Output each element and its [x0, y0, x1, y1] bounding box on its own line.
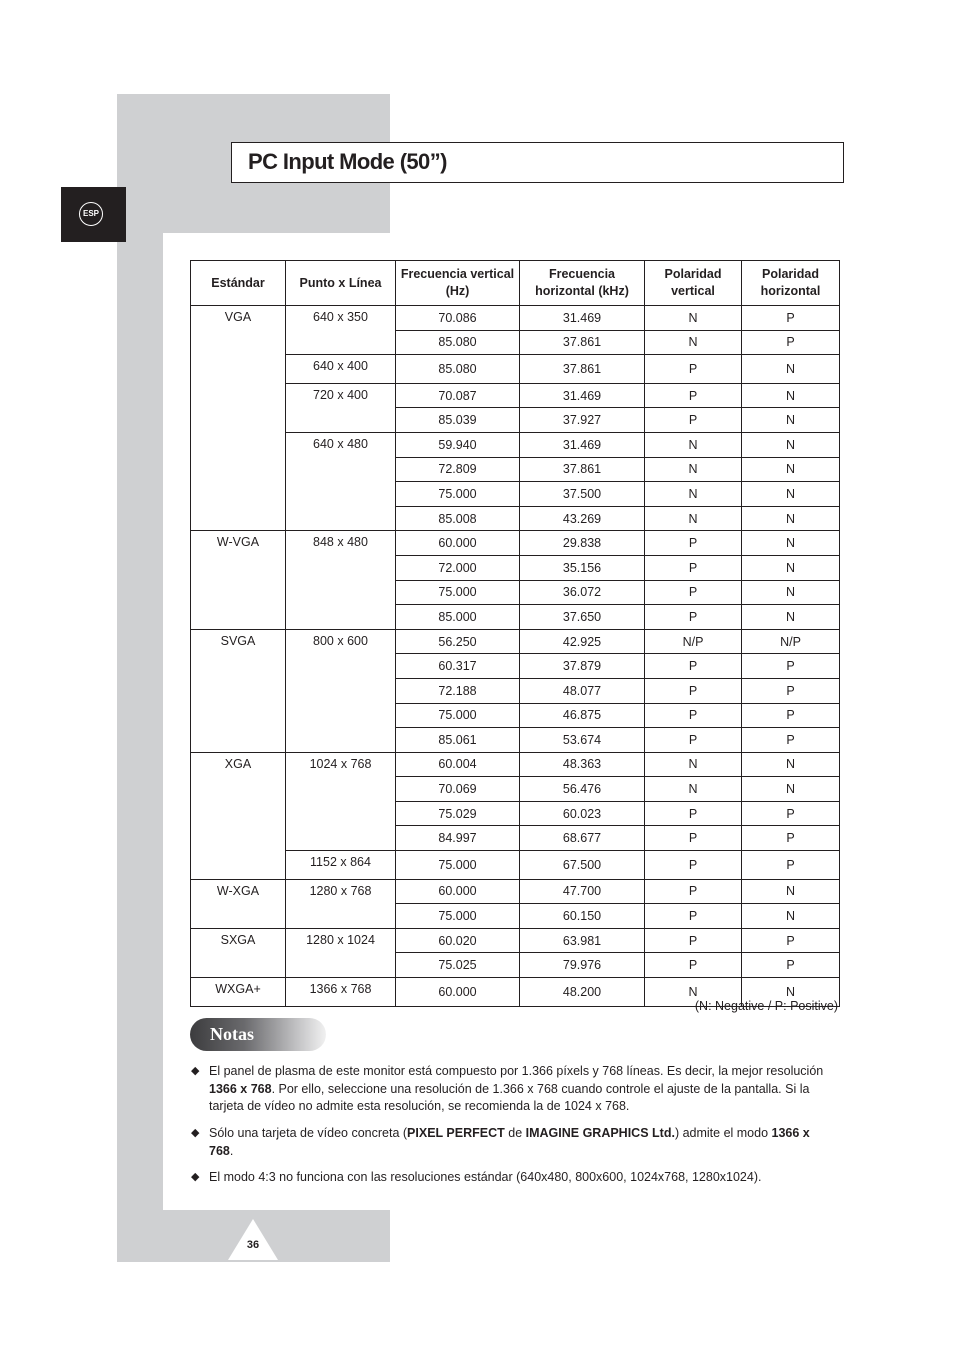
cell-horizontal-polarity: N: [742, 879, 840, 904]
cell-horizontal-frequency: 31.469: [520, 306, 645, 331]
cell-horizontal-polarity: N: [742, 580, 840, 605]
cell-horizontal-frequency: 31.469: [520, 383, 645, 408]
cell-vertical-frequency: 70.087: [396, 383, 520, 408]
cell-resolution: 1280 x 768: [286, 879, 396, 928]
decor-gray-strip-left: [117, 233, 163, 1210]
cell-resolution: 800 x 600: [286, 629, 396, 752]
cell-horizontal-frequency: 53.674: [520, 728, 645, 753]
table-row: [191, 383, 840, 408]
cell-vertical-polarity: P: [645, 904, 742, 929]
cell-vertical-polarity: P: [645, 678, 742, 703]
cell-vertical-frequency: 70.086: [396, 306, 520, 331]
cell-vertical-frequency: 60.000: [396, 879, 520, 904]
cell-vertical-polarity: N: [645, 978, 742, 1007]
cell-vertical-polarity: N: [645, 777, 742, 802]
table-row: [191, 355, 840, 384]
title-box: [231, 142, 844, 183]
note-text-segment: ) admite el modo: [674, 1126, 772, 1140]
pc-input-mode-table: [190, 260, 840, 1007]
cell-horizontal-frequency: 43.269: [520, 506, 645, 531]
header-horizontal-frequency: Frecuencia horizontal (kHz): [520, 261, 645, 306]
cell-vertical-frequency: 85.061: [396, 728, 520, 753]
cell-vertical-frequency: 85.080: [396, 355, 520, 384]
cell-resolution: 1366 x 768: [286, 978, 396, 1007]
header-resolution: Punto x Línea: [286, 261, 396, 306]
note-item-3: [191, 1169, 831, 1187]
cell-horizontal-frequency: 63.981: [520, 928, 645, 953]
cell-horizontal-frequency: 37.861: [520, 457, 645, 482]
cell-vertical-polarity: N: [645, 752, 742, 777]
table-row: [191, 879, 840, 904]
header-horizontal-polarity: Polaridad horizontal: [742, 261, 840, 306]
cell-vertical-polarity: N: [645, 457, 742, 482]
cell-horizontal-polarity: N: [742, 605, 840, 630]
cell-vertical-frequency: 75.025: [396, 953, 520, 978]
cell-horizontal-polarity: N: [742, 978, 840, 1007]
cell-horizontal-frequency: 47.700: [520, 879, 645, 904]
language-tab: [61, 187, 126, 242]
cell-vertical-frequency: 85.039: [396, 408, 520, 433]
cell-vertical-polarity: P: [645, 879, 742, 904]
cell-vertical-frequency: 84.997: [396, 826, 520, 851]
cell-vertical-polarity: P: [645, 355, 742, 384]
note-text-segment: . Por ello, seleccione una resolución de 1.366 x 768 cuando controle el ajuste de la pantalla. Si la tarjeta de vídeo no admite esta resolución, se recomienda la de 1024 x 768.: [209, 1081, 810, 1113]
table-row: [191, 432, 840, 457]
cell-horizontal-polarity: N: [742, 482, 840, 507]
cell-vertical-polarity: N: [645, 330, 742, 355]
cell-horizontal-polarity: N: [742, 777, 840, 802]
cell-vertical-polarity: P: [645, 408, 742, 433]
cell-horizontal-polarity: N: [742, 457, 840, 482]
cell-resolution: 1280 x 1024: [286, 928, 396, 977]
polarity-legend: (N: Negative / P: Positive): [694, 999, 838, 1013]
note-text-segment: El panel de plasma de este monitor está compuesto por 1.366 píxels y 768 líneas. Es decir, la mejor resolución: [209, 1064, 824, 1078]
cell-horizontal-frequency: 37.927: [520, 408, 645, 433]
cell-horizontal-polarity: N: [742, 555, 840, 580]
cell-vertical-frequency: 75.000: [396, 851, 520, 880]
cell-vertical-frequency: 59.940: [396, 432, 520, 457]
table-header-row: [191, 261, 840, 306]
cell-vertical-frequency: 75.029: [396, 801, 520, 826]
note-text-segment: Sólo una tarjeta de vídeo concreta (: [209, 1126, 408, 1140]
table-row: [191, 928, 840, 953]
notes-banner: [190, 1018, 326, 1051]
cell-vertical-polarity: P: [645, 826, 742, 851]
cell-horizontal-polarity: P: [742, 826, 840, 851]
cell-resolution: 848 x 480: [286, 531, 396, 629]
cell-vertical-frequency: 75.000: [396, 703, 520, 728]
cell-vertical-frequency: 70.069: [396, 777, 520, 802]
page-number: 36: [246, 1239, 260, 1251]
cell-horizontal-frequency: 60.150: [520, 904, 645, 929]
cell-horizontal-polarity: N: [742, 355, 840, 384]
cell-vertical-frequency: 75.000: [396, 580, 520, 605]
cell-vertical-polarity: P: [645, 555, 742, 580]
cell-vertical-polarity: P: [645, 531, 742, 556]
cell-vertical-polarity: N: [645, 432, 742, 457]
cell-vertical-polarity: P: [645, 851, 742, 880]
cell-horizontal-frequency: 46.875: [520, 703, 645, 728]
cell-vertical-polarity: P: [645, 580, 742, 605]
cell-horizontal-polarity: P: [742, 801, 840, 826]
cell-vertical-frequency: 75.000: [396, 904, 520, 929]
note-bold-text: 1366 x 768: [209, 1126, 810, 1158]
cell-resolution: 640 x 480: [286, 432, 396, 530]
cell-vertical-frequency: 72.000: [396, 555, 520, 580]
note-bold-text: 1366 x 768: [209, 1081, 272, 1096]
cell-vertical-polarity: P: [645, 383, 742, 408]
cell-horizontal-polarity: N/P: [742, 629, 840, 654]
cell-standard: SVGA: [191, 629, 286, 752]
cell-standard: W-XGA: [191, 879, 286, 928]
table-row: [191, 752, 840, 777]
cell-resolution: 1024 x 768: [286, 752, 396, 850]
cell-vertical-polarity: P: [645, 654, 742, 679]
cell-horizontal-frequency: 79.976: [520, 953, 645, 978]
cell-horizontal-polarity: N: [742, 383, 840, 408]
cell-vertical-frequency: 60.020: [396, 928, 520, 953]
language-badge: ESP: [79, 202, 103, 226]
header-vertical-polarity: Polaridad vertical: [645, 261, 742, 306]
cell-horizontal-polarity: N: [742, 531, 840, 556]
note-text-1: [209, 1063, 831, 1116]
cell-vertical-frequency: 85.008: [396, 506, 520, 531]
cell-vertical-polarity: P: [645, 953, 742, 978]
cell-horizontal-polarity: P: [742, 728, 840, 753]
cell-horizontal-polarity: P: [742, 851, 840, 880]
note-item-2: [191, 1125, 831, 1160]
cell-horizontal-polarity: N: [742, 506, 840, 531]
cell-standard: SXGA: [191, 928, 286, 977]
cell-vertical-frequency: 60.000: [396, 531, 520, 556]
cell-horizontal-polarity: P: [742, 654, 840, 679]
cell-horizontal-frequency: 60.023: [520, 801, 645, 826]
cell-vertical-polarity: P: [645, 728, 742, 753]
table-row: [191, 629, 840, 654]
cell-standard: VGA: [191, 306, 286, 531]
cell-horizontal-polarity: P: [742, 953, 840, 978]
cell-vertical-frequency: 60.317: [396, 654, 520, 679]
cell-horizontal-frequency: 37.650: [520, 605, 645, 630]
notes-heading: Notas: [210, 1024, 254, 1044]
cell-vertical-polarity: N: [645, 306, 742, 331]
header-standard: Estándar: [191, 261, 286, 306]
cell-horizontal-frequency: 48.200: [520, 978, 645, 1007]
cell-vertical-polarity: P: [645, 703, 742, 728]
header-vertical-frequency: Frecuencia vertical (Hz): [396, 261, 520, 306]
cell-resolution: 640 x 400: [286, 355, 396, 384]
cell-horizontal-polarity: P: [742, 703, 840, 728]
note-text-segment: El modo 4:3 no funciona con las resoluciones estándar (640x480, 800x600, 1024x768, 1280x1024).: [209, 1170, 762, 1184]
cell-horizontal-polarity: N: [742, 904, 840, 929]
bullet-diamond-icon: ◆: [191, 1171, 200, 1183]
cell-horizontal-frequency: 68.677: [520, 826, 645, 851]
table-row: [191, 306, 840, 331]
cell-horizontal-polarity: P: [742, 306, 840, 331]
cell-horizontal-frequency: 35.156: [520, 555, 645, 580]
note-text-segment: .: [229, 1143, 234, 1158]
cell-horizontal-frequency: 37.879: [520, 654, 645, 679]
cell-vertical-frequency: 85.000: [396, 605, 520, 630]
table-row: [191, 531, 840, 556]
note-bold-text: IMAGINE GRAPHICS Ltd.: [525, 1126, 675, 1140]
cell-resolution: 640 x 350: [286, 306, 396, 355]
cell-resolution: 1152 x 864: [286, 851, 396, 880]
note-text-2: [209, 1125, 831, 1160]
cell-horizontal-frequency: 37.861: [520, 330, 645, 355]
cell-vertical-polarity: P: [645, 801, 742, 826]
cell-standard: W-VGA: [191, 531, 286, 629]
page-title: PC Input Mode (50”): [248, 149, 447, 174]
cell-horizontal-frequency: 67.500: [520, 851, 645, 880]
cell-horizontal-polarity: P: [742, 330, 840, 355]
table-row: [191, 851, 840, 880]
cell-vertical-frequency: 72.188: [396, 678, 520, 703]
cell-horizontal-frequency: 36.072: [520, 580, 645, 605]
cell-vertical-frequency: 60.000: [396, 978, 520, 1007]
cell-horizontal-polarity: N: [742, 408, 840, 433]
table-body: [191, 306, 840, 1007]
bullet-diamond-icon: ◆: [191, 1127, 200, 1139]
note-text-3: [209, 1169, 831, 1187]
cell-horizontal-frequency: 31.469: [520, 432, 645, 457]
cell-horizontal-polarity: N: [742, 752, 840, 777]
cell-horizontal-frequency: 48.363: [520, 752, 645, 777]
cell-vertical-polarity: N/P: [645, 629, 742, 654]
cell-vertical-polarity: P: [645, 928, 742, 953]
cell-resolution: 720 x 400: [286, 383, 396, 432]
cell-vertical-polarity: N: [645, 506, 742, 531]
cell-vertical-polarity: N: [645, 482, 742, 507]
note-bold-text: PIXEL PERFECT: [407, 1126, 505, 1140]
cell-vertical-polarity: P: [645, 605, 742, 630]
cell-horizontal-frequency: 56.476: [520, 777, 645, 802]
cell-vertical-frequency: 60.004: [396, 752, 520, 777]
cell-vertical-frequency: 85.080: [396, 330, 520, 355]
cell-horizontal-polarity: P: [742, 928, 840, 953]
cell-standard: WXGA+: [191, 978, 286, 1007]
cell-horizontal-frequency: 42.925: [520, 629, 645, 654]
cell-horizontal-frequency: 37.861: [520, 355, 645, 384]
cell-horizontal-frequency: 48.077: [520, 678, 645, 703]
bullet-diamond-icon: ◆: [191, 1065, 200, 1077]
cell-horizontal-frequency: 29.838: [520, 531, 645, 556]
note-text-segment: de: [504, 1126, 526, 1140]
cell-horizontal-frequency: 37.500: [520, 482, 645, 507]
cell-vertical-frequency: 75.000: [396, 482, 520, 507]
cell-vertical-frequency: 56.250: [396, 629, 520, 654]
cell-horizontal-polarity: P: [742, 678, 840, 703]
cell-standard: XGA: [191, 752, 286, 879]
cell-horizontal-polarity: N: [742, 432, 840, 457]
cell-vertical-frequency: 72.809: [396, 457, 520, 482]
note-item-1: [191, 1063, 831, 1116]
